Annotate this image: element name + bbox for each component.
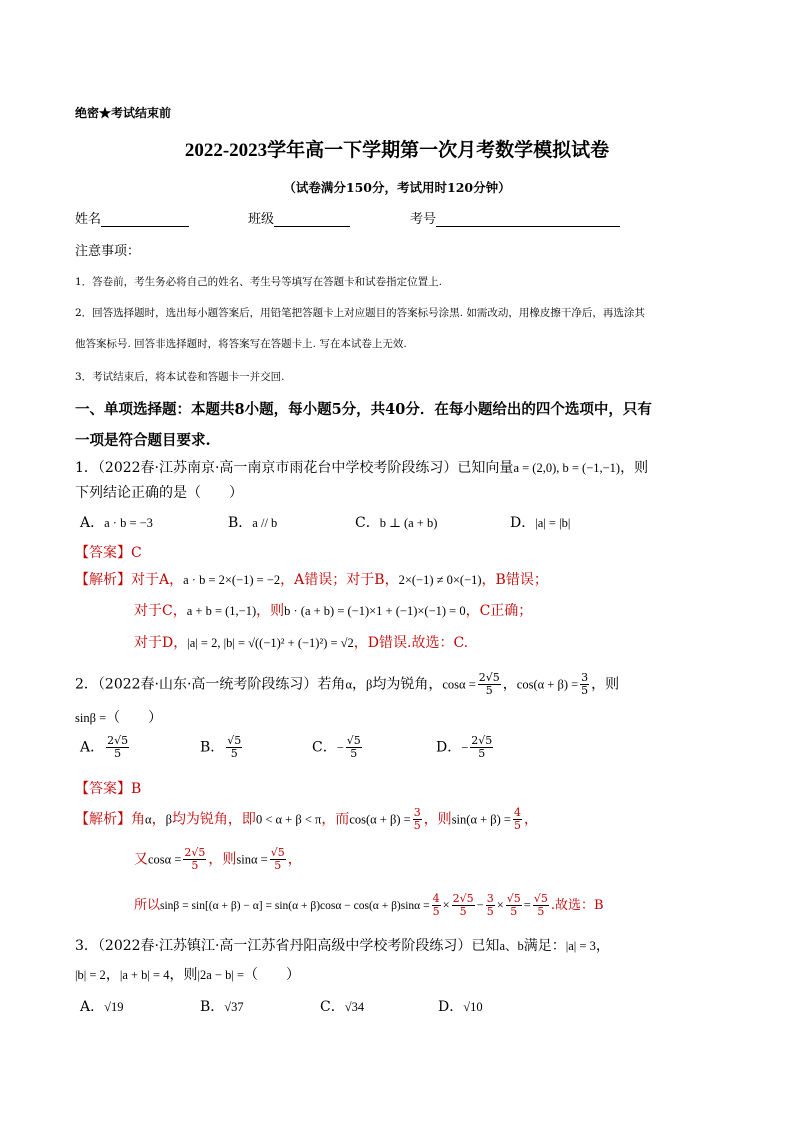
exp-math: sinβ = sin[(α + β) − α] = sin(α + β)cosα − cos(α + β)sinα = — [160, 900, 430, 912]
exam-number-field[interactable] — [410, 208, 620, 227]
fraction — [270, 847, 286, 872]
q2-option-b[interactable] — [200, 735, 244, 760]
exp-math: − — [476, 898, 484, 912]
exp-text: ，A错误；对于B， — [280, 572, 399, 588]
option-letter: C． — [355, 515, 380, 531]
class-blank — [274, 212, 350, 227]
fraction-den: 5 — [350, 747, 358, 760]
option-math: a · b = −3 — [104, 516, 153, 530]
fraction-den: 5 — [485, 684, 493, 697]
question-1-stem-line2: 下列结论正确的是（ ） — [75, 485, 243, 501]
q2-explanation-line1 — [75, 807, 538, 832]
fraction-num: √5 — [270, 846, 285, 859]
q2-explanation-line3 — [134, 893, 604, 918]
exp-text: .故选：B — [550, 898, 604, 913]
note-item: 1．答卷前，考生务必将自己的姓名、考生号等填写在答题卡和试卷指定位置上. — [75, 276, 443, 288]
exp-text: ，则 — [423, 811, 452, 828]
question-1-stem — [75, 457, 648, 477]
note-item: 2．回答选择题时，选出每小题答案后，用铅笔把答题卡上对应题目的答案标号涂黑. 如需改动，用橡皮擦干净后，再选涂其 — [75, 307, 645, 319]
exp-text: 角 — [131, 811, 145, 828]
explanation-label: 【解析】 — [75, 572, 131, 588]
fraction-den: 5 — [478, 747, 486, 760]
option-letter: D． — [436, 739, 462, 756]
fraction-den: 5 — [459, 905, 467, 918]
q2-math: α — [345, 677, 352, 692]
exam-info: （试卷满分150分，考试用时120分钟） — [283, 180, 511, 195]
section-heading-cont: 一项是符合题目要求. — [75, 432, 211, 449]
confidential-label: 绝密★考试结束前 — [75, 106, 172, 120]
section-heading: 一、单项选择题：本题共8小题，每小题5分，共40分．在每小题给出的四个选项中，只有 — [75, 401, 652, 418]
fraction-den: 5 — [191, 859, 199, 872]
fraction-den: 5 — [510, 905, 518, 918]
fraction-num: 4 — [432, 892, 440, 905]
q3-math: |a + b| = 4 — [119, 968, 170, 982]
option-math: a // b — [252, 516, 278, 530]
fraction-num: √5 — [506, 892, 521, 905]
exp-text: 对于A， — [131, 572, 184, 588]
q1-option-d[interactable] — [510, 512, 570, 532]
neg-sign: − — [461, 740, 469, 755]
name-label: 姓名 — [75, 212, 102, 227]
fraction — [452, 893, 475, 918]
fraction-den: 5 — [581, 684, 589, 697]
exp-math: 2×(−1) ≠ 0×(−1) — [398, 573, 482, 587]
q1-explanation-line1 — [75, 569, 548, 589]
answer-label: 【答案】 — [75, 781, 131, 797]
exp-math: 0 < α + β < π — [255, 812, 322, 827]
q2-math: cos(α + β) = — [516, 677, 579, 692]
fraction — [580, 672, 589, 697]
q3-text: 3．（2022春·江苏镇江·高一江苏省丹阳高级中学校考阶段练习）已知 — [75, 938, 500, 954]
exp-math: sin(α + β) = — [451, 812, 511, 827]
exp-text: 对于C， — [134, 603, 187, 619]
q1-explanation-line2 — [134, 600, 532, 620]
q2-option-d[interactable] — [436, 735, 495, 760]
q1-answer — [75, 542, 142, 562]
fraction — [432, 893, 441, 918]
q2-text: 2．（2022春·山东·高一统考阶段练习）若角 — [75, 676, 346, 693]
exp-text: 所以 — [134, 898, 161, 913]
option-letter: C． — [320, 999, 345, 1015]
fraction-num: √5 — [346, 734, 361, 747]
q2-text: ， — [502, 676, 517, 693]
q3-text: 满足： — [523, 938, 566, 954]
q2-math: sinβ = — [75, 711, 107, 725]
exp-text: ，则 — [256, 603, 285, 619]
exp-math: b · (a + b) = (−1)×1 + (−1)×(−1) = 0 — [284, 604, 466, 618]
option-letter: A． — [80, 515, 105, 531]
exp-text: ， — [151, 811, 166, 828]
fraction — [513, 807, 522, 832]
fraction-num: 3 — [486, 892, 494, 905]
option-letter: D． — [510, 515, 536, 531]
exp-math: a · b = 2×(−1) = −2 — [183, 573, 281, 587]
fraction-den: 5 — [486, 905, 494, 918]
q1-text: 1．（2022春·江苏南京·高一南京市雨花台中学校考阶段练习）已知向量 — [75, 460, 514, 476]
option-math: √19 — [104, 1000, 124, 1014]
q1-option-b[interactable] — [228, 512, 277, 532]
option-math: √10 — [463, 1000, 483, 1014]
q1-option-a[interactable] — [80, 512, 153, 532]
option-letter: A． — [80, 999, 105, 1015]
exam-number-label: 考号 — [410, 212, 437, 227]
exp-math: sinα = — [236, 852, 268, 867]
exp-text: 又 — [134, 851, 148, 868]
q3-math: |a| = 3 — [565, 939, 596, 953]
q3-math: |b| = 2 — [75, 968, 106, 982]
fraction-num: 2√5 — [184, 846, 206, 859]
class-label: 班级 — [248, 212, 275, 227]
fraction — [413, 807, 422, 832]
fraction-den: 5 — [432, 905, 440, 918]
note-item: 3．考试结束后，将本试卷和答题卡一并交回. — [75, 371, 285, 383]
q2-text: ，则 — [591, 676, 620, 693]
fraction — [226, 735, 242, 760]
fraction — [533, 893, 549, 918]
fraction — [486, 893, 495, 918]
q3-option-c[interactable] — [320, 996, 364, 1016]
exp-text: ，而 — [321, 811, 350, 828]
name-field[interactable] — [75, 208, 189, 227]
question-3-stem — [75, 935, 610, 955]
fraction — [183, 847, 206, 872]
exp-math: β — [165, 812, 172, 827]
q3-option-d[interactable] — [438, 996, 483, 1016]
option-math: √37 — [224, 1000, 244, 1014]
exp-math: cos(α + β) = — [349, 812, 411, 827]
exp-text: ，D错误.故选：C. — [353, 635, 469, 651]
exam-number-blank — [436, 212, 620, 227]
option-math: b ⊥ (a + b) — [379, 516, 438, 530]
fraction-den: 5 — [274, 859, 282, 872]
exp-math: = — [523, 898, 531, 912]
note-item: 他答案标号. 回答非选择题时，将答案写在答题卡上. 写在本试卷上无效. — [75, 338, 407, 350]
fraction-den: 5 — [230, 747, 238, 760]
exp-math: × — [442, 898, 450, 912]
exp-text: ，C正确； — [465, 603, 533, 619]
q3-text: ， — [595, 938, 610, 954]
fraction-num: √5 — [227, 734, 242, 747]
neg-sign: − — [336, 740, 344, 755]
fraction-num: √5 — [533, 892, 548, 905]
q1-math: a = (2,0), b = (−1,−1) — [513, 461, 621, 475]
exp-text: ，B错误； — [481, 572, 548, 588]
fraction-den: 5 — [513, 819, 521, 832]
question-2-stem — [75, 672, 619, 697]
fraction-num: 2√5 — [478, 671, 500, 684]
fraction-den: 5 — [413, 819, 421, 832]
explanation-label: 【解析】 — [75, 811, 131, 828]
q1-explanation-line3 — [134, 632, 468, 652]
fraction — [106, 735, 129, 760]
option-letter: A． — [80, 739, 105, 756]
name-blank — [101, 212, 189, 227]
option-letter: B． — [200, 999, 225, 1015]
answer-label: 【答案】 — [75, 545, 131, 561]
option-letter: C． — [312, 739, 337, 756]
question-2-stem-line2 — [75, 707, 162, 727]
q2-option-a[interactable] — [80, 735, 131, 760]
exp-math: × — [496, 898, 504, 912]
exp-math: cosα = — [148, 852, 182, 867]
option-math: √34 — [344, 1000, 365, 1014]
fraction-num: 4 — [513, 806, 521, 819]
fraction — [470, 735, 493, 760]
fraction-den: 5 — [537, 905, 545, 918]
class-field[interactable] — [248, 208, 350, 227]
q1-option-c[interactable] — [355, 512, 437, 532]
fraction-num: 2√5 — [471, 734, 493, 747]
option-letter: B． — [228, 515, 253, 531]
q3-text: ， — [105, 967, 120, 983]
question-3-stem-line2 — [75, 964, 300, 984]
option-letter: B． — [200, 739, 225, 756]
answer-value: B — [131, 781, 142, 797]
q2-answer — [75, 778, 141, 798]
fraction-num: 2√5 — [452, 892, 474, 905]
fraction — [478, 672, 501, 697]
notes-heading: 注意事项： — [75, 244, 141, 259]
q3-text: ，则 — [169, 967, 198, 983]
q2-text: ， — [352, 676, 366, 693]
fraction — [346, 735, 362, 760]
exp-math: α — [145, 812, 152, 827]
q1-text-end: ，则 — [620, 460, 649, 476]
option-letter: D． — [438, 999, 464, 1015]
option-math: |a| = |b| — [535, 516, 571, 530]
exp-text: 均为锐角，即 — [171, 811, 256, 828]
q2-math: cosα = — [442, 677, 476, 692]
q3-math: |2a − b| = — [197, 968, 244, 982]
q2-option-c[interactable] — [312, 735, 364, 760]
exp-text: ， — [287, 851, 302, 868]
page-title: 2022-2023学年高一下学期第一次月考数学模拟试卷 — [184, 140, 610, 161]
q2-text: （ ） — [106, 710, 163, 726]
exp-text: 对于D， — [134, 635, 188, 651]
q2-math: β — [366, 677, 373, 692]
q3-text: （ ） — [244, 967, 300, 983]
exp-math: |a| = 2, |b| = √((−1)² + (−1)²) = √2 — [187, 636, 354, 650]
q2-text: 均为锐角， — [372, 676, 443, 693]
exp-math: a + b = (1,−1) — [186, 604, 257, 618]
exp-text: ， — [523, 811, 538, 828]
q2-explanation-line2 — [134, 847, 302, 872]
q3-math: a、b — [499, 939, 524, 953]
q3-option-b[interactable] — [200, 996, 244, 1016]
q3-option-a[interactable] — [80, 996, 124, 1016]
fraction-den: 5 — [114, 747, 122, 760]
answer-value: C — [131, 545, 142, 561]
fraction-num: 3 — [413, 806, 421, 819]
fraction — [506, 893, 522, 918]
fraction-num: 2√5 — [107, 734, 129, 747]
exp-text: ，则 — [208, 851, 237, 868]
fraction-num: 3 — [581, 671, 589, 684]
